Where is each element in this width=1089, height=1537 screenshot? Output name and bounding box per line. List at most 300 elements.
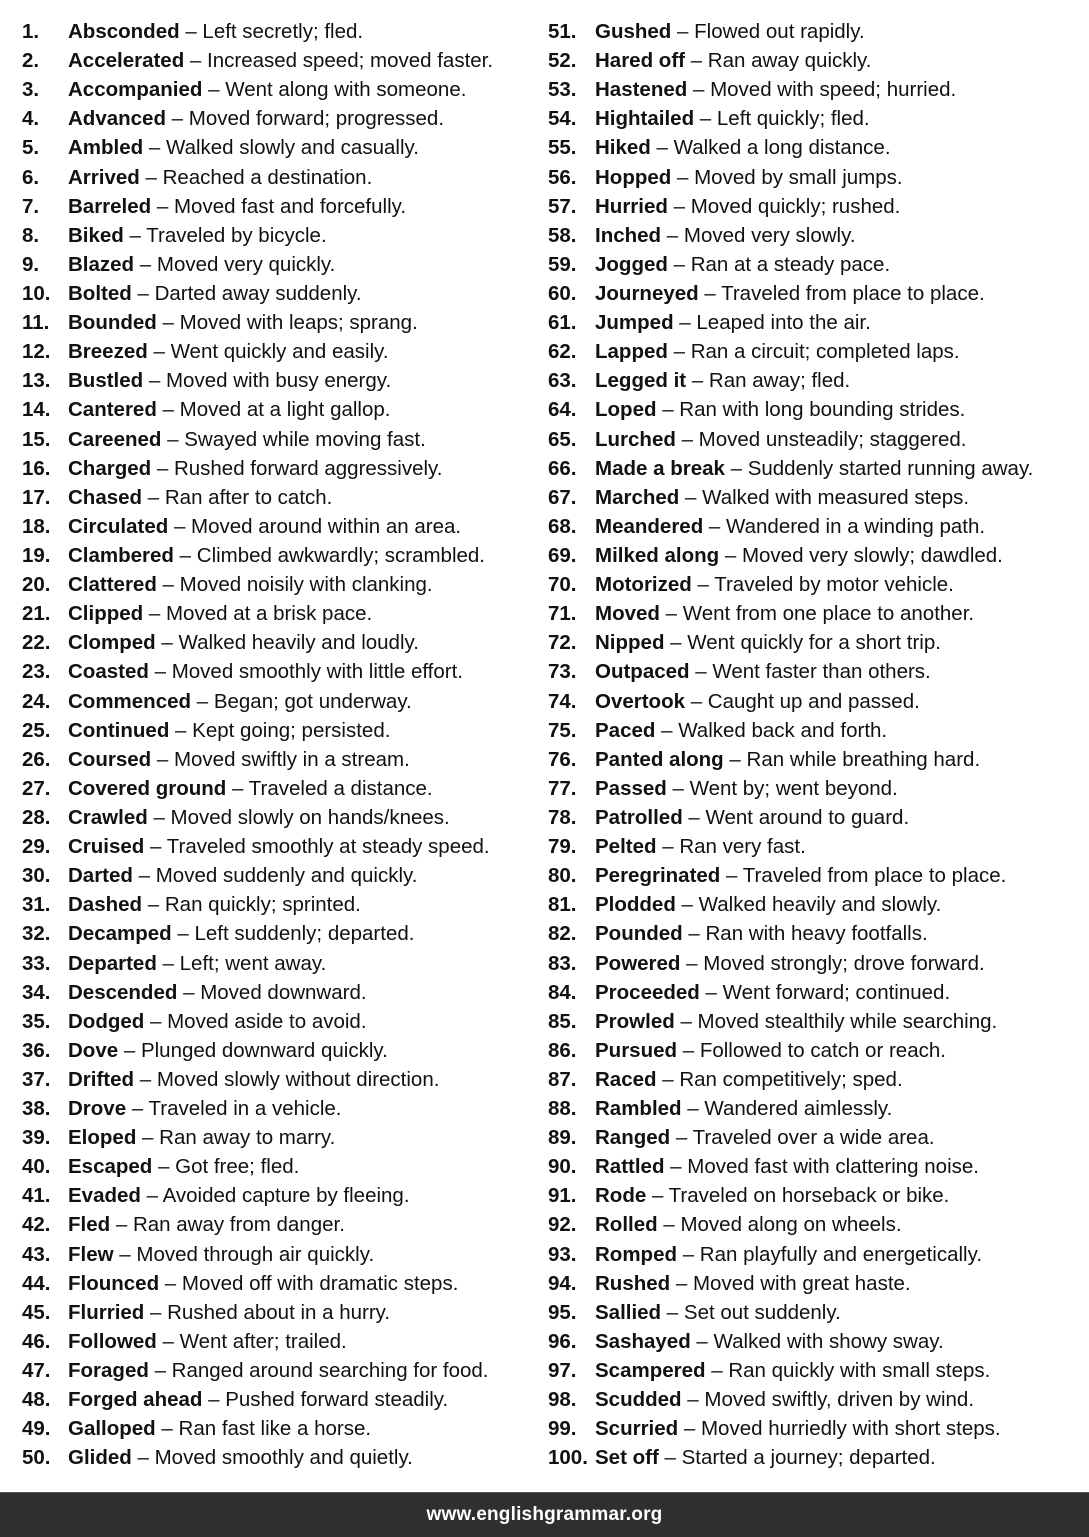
item-text [595, 919, 928, 948]
item-word: Continued [68, 718, 170, 742]
list-item [548, 1414, 1089, 1443]
item-separator: – [694, 107, 717, 131]
item-number: 75. [548, 718, 577, 742]
item-text [595, 628, 941, 657]
list-item [22, 133, 542, 162]
item-word: Hared off [595, 49, 685, 73]
item-definition: Moved fast and forcefully. [173, 194, 407, 218]
list-item [22, 541, 542, 570]
item-separator: – [126, 1097, 149, 1121]
item-text [68, 454, 442, 483]
item-text [595, 1385, 974, 1414]
list-item [22, 1094, 542, 1123]
item-separator: – [184, 49, 208, 73]
item-word: Evaded [68, 1184, 141, 1208]
item-text [68, 1269, 458, 1298]
item-number: 70. [548, 573, 577, 597]
item-text [68, 745, 410, 774]
item-text [68, 1356, 489, 1385]
item-definition: Moved quickly; rushed. [690, 194, 901, 218]
item-separator: – [719, 543, 742, 567]
item-word: Escaped [68, 1155, 153, 1179]
item-text [595, 163, 903, 192]
item-definition: Traveled by bicycle. [146, 223, 327, 247]
list-item [22, 221, 542, 250]
list-item [548, 308, 1089, 337]
item-separator: – [156, 573, 180, 597]
item-word: Barreled [68, 194, 152, 218]
item-separator: – [134, 1067, 157, 1091]
item-text [68, 687, 412, 716]
item-number: 3. [22, 78, 40, 102]
item-number: 47. [22, 1359, 51, 1383]
item-separator: – [147, 340, 171, 364]
list-item [22, 1356, 542, 1385]
item-number: 38. [22, 1097, 51, 1121]
list-item [548, 1123, 1089, 1152]
item-number: 32. [22, 922, 51, 946]
item-text [595, 221, 856, 250]
item-text [68, 919, 414, 948]
item-number: 67. [548, 485, 577, 509]
item-text [595, 483, 969, 512]
list-item [548, 803, 1089, 832]
item-number: 84. [548, 980, 577, 1004]
item-text [595, 832, 806, 861]
item-text [68, 774, 433, 803]
item-separator: – [155, 631, 179, 655]
item-definition: Moved very slowly; dawdled. [741, 543, 1003, 567]
item-separator: – [682, 922, 706, 946]
item-separator: – [159, 1271, 182, 1295]
item-word: Rode [595, 1184, 647, 1208]
item-definition: Walked a long distance. [673, 136, 891, 160]
item-separator: – [151, 194, 174, 218]
list-item [22, 890, 542, 919]
list-item [548, 1240, 1089, 1269]
item-text [68, 250, 335, 279]
item-number: 7. [22, 194, 40, 218]
item-number: 92. [548, 1213, 577, 1237]
item-definition: Moved with busy energy. [165, 369, 392, 393]
list-item [548, 1181, 1089, 1210]
footer-website-link[interactable]: www.englishgrammar.org [426, 1504, 663, 1525]
item-number: 30. [22, 864, 51, 888]
item-definition: Suddenly started running away. [747, 456, 1034, 480]
item-word: Departed [68, 951, 157, 975]
list-item [22, 1210, 542, 1239]
list-item [22, 104, 542, 133]
item-separator: – [677, 1038, 700, 1062]
item-word: Proceeded [595, 980, 700, 1004]
item-definition: Moved around within an area. [191, 514, 462, 538]
item-number: 63. [548, 369, 577, 393]
item-separator: – [132, 864, 156, 888]
item-word: Ranged [595, 1126, 671, 1150]
item-text [68, 978, 367, 1007]
list-item [548, 395, 1089, 424]
item-word: Scurried [595, 1417, 679, 1441]
list-item [548, 1443, 1089, 1472]
item-number: 61. [548, 311, 577, 335]
item-word: Powered [595, 951, 681, 975]
item-text [595, 1327, 944, 1356]
item-definition: Traveled over a wide area. [692, 1126, 935, 1150]
list-item [22, 1298, 542, 1327]
item-number: 68. [548, 514, 577, 538]
list-item [548, 1385, 1089, 1414]
item-separator: – [171, 922, 195, 946]
item-word: Rushed [595, 1271, 671, 1295]
item-text [68, 628, 419, 657]
list-item [22, 366, 542, 395]
item-number: 89. [548, 1126, 577, 1150]
item-number: 98. [548, 1388, 577, 1412]
item-word: Galloped [68, 1417, 156, 1441]
item-number: 99. [548, 1417, 577, 1441]
item-separator: – [670, 1126, 693, 1150]
item-separator: – [724, 456, 748, 480]
item-number: 37. [22, 1067, 51, 1091]
item-definition: Caught up and passed. [707, 689, 920, 713]
item-word: Decamped [68, 922, 172, 946]
item-text [68, 163, 372, 192]
item-text [595, 687, 920, 716]
item-separator: – [677, 1242, 700, 1266]
item-word: Clomped [68, 631, 156, 655]
item-definition: Ran away to marry. [159, 1126, 336, 1150]
item-word: Flew [68, 1242, 114, 1266]
list-item [548, 716, 1089, 745]
list-item [548, 978, 1089, 1007]
list-item [22, 861, 542, 890]
item-definition: Went around to guard. [705, 805, 910, 829]
item-separator: – [667, 252, 691, 276]
list-item [548, 745, 1089, 774]
item-definition: Started a journey; departed. [681, 1446, 936, 1470]
item-text [68, 861, 417, 890]
item-word: Moved [595, 602, 660, 626]
item-text [595, 1356, 990, 1385]
list-item [22, 1007, 542, 1036]
item-word: Bustled [68, 369, 144, 393]
item-number: 21. [22, 602, 51, 626]
item-separator: – [179, 20, 203, 43]
item-separator: – [169, 718, 193, 742]
item-separator: – [671, 165, 695, 189]
list-item [22, 716, 542, 745]
item-separator: – [680, 951, 704, 975]
item-text [68, 541, 485, 570]
item-definition: Moved along on wheels. [680, 1213, 902, 1237]
list-item [22, 832, 542, 861]
item-text [68, 366, 391, 395]
item-word: Inched [595, 223, 662, 247]
item-definition: Walked back and forth. [678, 718, 888, 742]
item-number: 82. [548, 922, 577, 946]
item-separator: – [705, 1359, 729, 1383]
list-item [22, 512, 542, 541]
list-item [22, 1385, 542, 1414]
list-item [548, 163, 1089, 192]
item-number: 81. [548, 893, 577, 917]
item-separator: – [650, 136, 674, 160]
list-item [548, 1094, 1089, 1123]
item-word: Journeyed [595, 281, 699, 305]
item-word: Milked along [595, 543, 720, 567]
item-separator: – [673, 311, 697, 335]
item-text [68, 1385, 448, 1414]
item-number: 56. [548, 165, 577, 189]
item-word: Outpaced [595, 660, 690, 684]
item-separator: – [678, 1417, 701, 1441]
item-number: 31. [22, 893, 51, 917]
list-item [548, 1210, 1089, 1239]
list-item [22, 803, 542, 832]
item-word: Arrived [68, 165, 140, 189]
item-word: Charged [68, 456, 152, 480]
item-separator: – [165, 107, 189, 131]
item-separator: – [155, 1417, 179, 1441]
item-number: 28. [22, 805, 51, 829]
item-text [595, 192, 900, 221]
item-separator: – [147, 805, 171, 829]
item-definition: Moved off with dramatic steps. [181, 1271, 459, 1295]
item-definition: Walked with showy sway. [713, 1329, 944, 1353]
item-separator: – [140, 1184, 163, 1208]
item-text [595, 774, 898, 803]
item-word: Patrolled [595, 805, 683, 829]
item-text [68, 599, 372, 628]
item-number: 85. [548, 1009, 577, 1033]
item-text [595, 512, 985, 541]
list-item [22, 1152, 542, 1181]
item-text [595, 395, 965, 424]
item-separator: – [148, 1359, 172, 1383]
item-definition: Walked slowly and casually. [165, 136, 419, 160]
item-number: 69. [548, 543, 577, 567]
item-text [68, 570, 433, 599]
item-definition: Went quickly for a short trip. [687, 631, 941, 655]
item-definition: Increased speed; moved faster. [207, 49, 494, 73]
item-word: Nipped [595, 631, 665, 655]
item-word: Lapped [595, 340, 668, 364]
item-word: Passed [595, 776, 667, 800]
item-separator: – [671, 20, 695, 43]
item-separator: – [131, 1446, 155, 1470]
item-definition: Moved downward. [200, 980, 367, 1004]
item-separator: – [681, 1097, 705, 1121]
list-item [548, 599, 1089, 628]
item-separator: – [110, 1213, 133, 1237]
item-number: 9. [22, 252, 40, 276]
item-text [595, 133, 891, 162]
item-separator: – [674, 1009, 698, 1033]
item-definition: Ran quickly with small steps. [728, 1359, 991, 1383]
item-separator: – [670, 1271, 693, 1295]
item-number: 60. [548, 281, 577, 305]
item-text [68, 1414, 371, 1443]
item-text [68, 221, 327, 250]
list-item [548, 774, 1089, 803]
item-definition: Moved very slowly. [683, 223, 856, 247]
item-word: Bounded [68, 311, 157, 335]
item-number: 83. [548, 951, 577, 975]
item-number: 41. [22, 1184, 51, 1208]
item-definition: Ran away; fled. [708, 369, 851, 393]
item-separator: – [675, 893, 699, 917]
item-number: 79. [548, 835, 577, 859]
item-number: 14. [22, 398, 51, 422]
list-item [22, 1123, 542, 1152]
list-item [548, 687, 1089, 716]
item-text [595, 17, 865, 46]
list-item [22, 657, 542, 686]
list-item [548, 657, 1089, 686]
item-separator: – [123, 223, 147, 247]
item-word: Overtook [595, 689, 685, 713]
item-number: 57. [548, 194, 577, 218]
item-number: 91. [548, 1184, 577, 1208]
item-definition: Traveled from place to place. [742, 864, 1007, 888]
item-definition: Moved strongly; drove forward. [703, 951, 985, 975]
item-word: Scudded [595, 1388, 682, 1412]
item-number: 18. [22, 514, 51, 538]
list-item [22, 1327, 542, 1356]
item-definition: Walked heavily and slowly. [698, 893, 942, 917]
item-number: 73. [548, 660, 577, 684]
item-word: Romped [595, 1242, 677, 1266]
item-separator: – [667, 194, 691, 218]
item-number: 55. [548, 136, 577, 160]
list-item [548, 104, 1089, 133]
item-word: Careened [68, 427, 162, 451]
item-definition: Flowed out rapidly. [694, 20, 865, 43]
item-text [595, 541, 1003, 570]
item-number: 66. [548, 456, 577, 480]
list-item [22, 978, 542, 1007]
item-word: Cantered [68, 398, 157, 422]
item-definition: Moved hurriedly with short steps. [700, 1417, 1001, 1441]
item-definition: Ran with long bounding strides. [679, 398, 966, 422]
item-number: 86. [548, 1038, 577, 1062]
item-text [595, 1181, 949, 1210]
footer-bar [0, 1492, 1089, 1537]
list-item [548, 1036, 1089, 1065]
item-word: Rolled [595, 1213, 658, 1237]
item-definition: Ran competitively; sped. [679, 1067, 903, 1091]
item-separator: – [148, 660, 172, 684]
item-number: 93. [548, 1242, 577, 1266]
item-definition: Plunged downward quickly. [140, 1038, 388, 1062]
item-definition: Moved slowly without direction. [156, 1067, 440, 1091]
item-definition: Moved swiftly, driven by wind. [704, 1388, 975, 1412]
item-separator: – [656, 835, 680, 859]
item-text [595, 75, 956, 104]
item-definition: Ran playfully and energetically. [699, 1242, 983, 1266]
list-item [548, 17, 1089, 46]
item-number: 15. [22, 427, 51, 451]
item-definition: Went faster than others. [712, 660, 931, 684]
item-word: Rattled [595, 1155, 665, 1179]
list-item [22, 279, 542, 308]
item-number: 11. [22, 311, 50, 335]
item-word: Blazed [68, 252, 135, 276]
item-definition: Ran while breathing hard. [746, 747, 981, 771]
item-word: Sallied [595, 1300, 662, 1324]
item-word: Accompanied [68, 78, 203, 102]
item-separator: – [687, 78, 711, 102]
list-item [22, 250, 542, 279]
item-definition: Began; got underway. [213, 689, 412, 713]
item-separator: – [682, 805, 706, 829]
item-text [68, 17, 363, 46]
item-definition: Went along with someone. [225, 78, 467, 102]
item-number: 35. [22, 1009, 51, 1033]
item-word: Set off [595, 1446, 659, 1470]
item-text [595, 1240, 982, 1269]
list-item [22, 949, 542, 978]
item-text [68, 1210, 345, 1239]
item-word: Chased [68, 485, 143, 509]
item-definition: Ran fast like a horse. [178, 1417, 372, 1441]
item-definition: Went quickly and easily. [170, 340, 389, 364]
item-number: 77. [548, 776, 577, 800]
item-separator: – [134, 252, 157, 276]
item-definition: Moved with speed; hurried. [710, 78, 957, 102]
item-number: 71. [548, 602, 577, 626]
item-separator: – [661, 223, 684, 247]
list-item [22, 1414, 542, 1443]
list-item [548, 221, 1089, 250]
item-number: 27. [22, 776, 51, 800]
list-item [548, 890, 1089, 919]
list-item [22, 1443, 542, 1472]
item-text [595, 1414, 1001, 1443]
list-item [22, 1240, 542, 1269]
item-text [595, 803, 909, 832]
item-word: Paced [595, 718, 656, 742]
item-word: Jogged [595, 252, 668, 276]
item-separator: – [136, 1126, 160, 1150]
item-number: 23. [22, 660, 51, 684]
item-text [68, 1065, 439, 1094]
item-definition: Moved stealthily while searching. [697, 1009, 998, 1033]
item-separator: – [699, 980, 723, 1004]
item-separator: – [142, 485, 165, 509]
item-separator: – [656, 1067, 680, 1091]
item-number: 29. [22, 835, 51, 859]
item-definition: Reached a destination. [162, 165, 373, 189]
item-definition: Rushed about in a hurry. [167, 1300, 391, 1324]
item-text [68, 1007, 367, 1036]
item-separator: – [658, 1446, 682, 1470]
item-definition: Walked with measured steps. [702, 485, 970, 509]
item-definition: Got free; fled. [175, 1155, 300, 1179]
item-text [68, 483, 332, 512]
list-item [22, 774, 542, 803]
item-definition: Moved aside to avoid. [167, 1009, 367, 1033]
item-separator: – [646, 1184, 669, 1208]
item-number: 59. [548, 252, 577, 276]
item-text [595, 657, 931, 686]
item-definition: Traveled by motor vehicle. [714, 573, 954, 597]
item-number: 65. [548, 427, 577, 451]
item-definition: Left secretly; fled. [202, 20, 364, 43]
item-word: Hopped [595, 165, 672, 189]
item-definition: Left; went away. [179, 951, 327, 975]
item-text [595, 1065, 903, 1094]
